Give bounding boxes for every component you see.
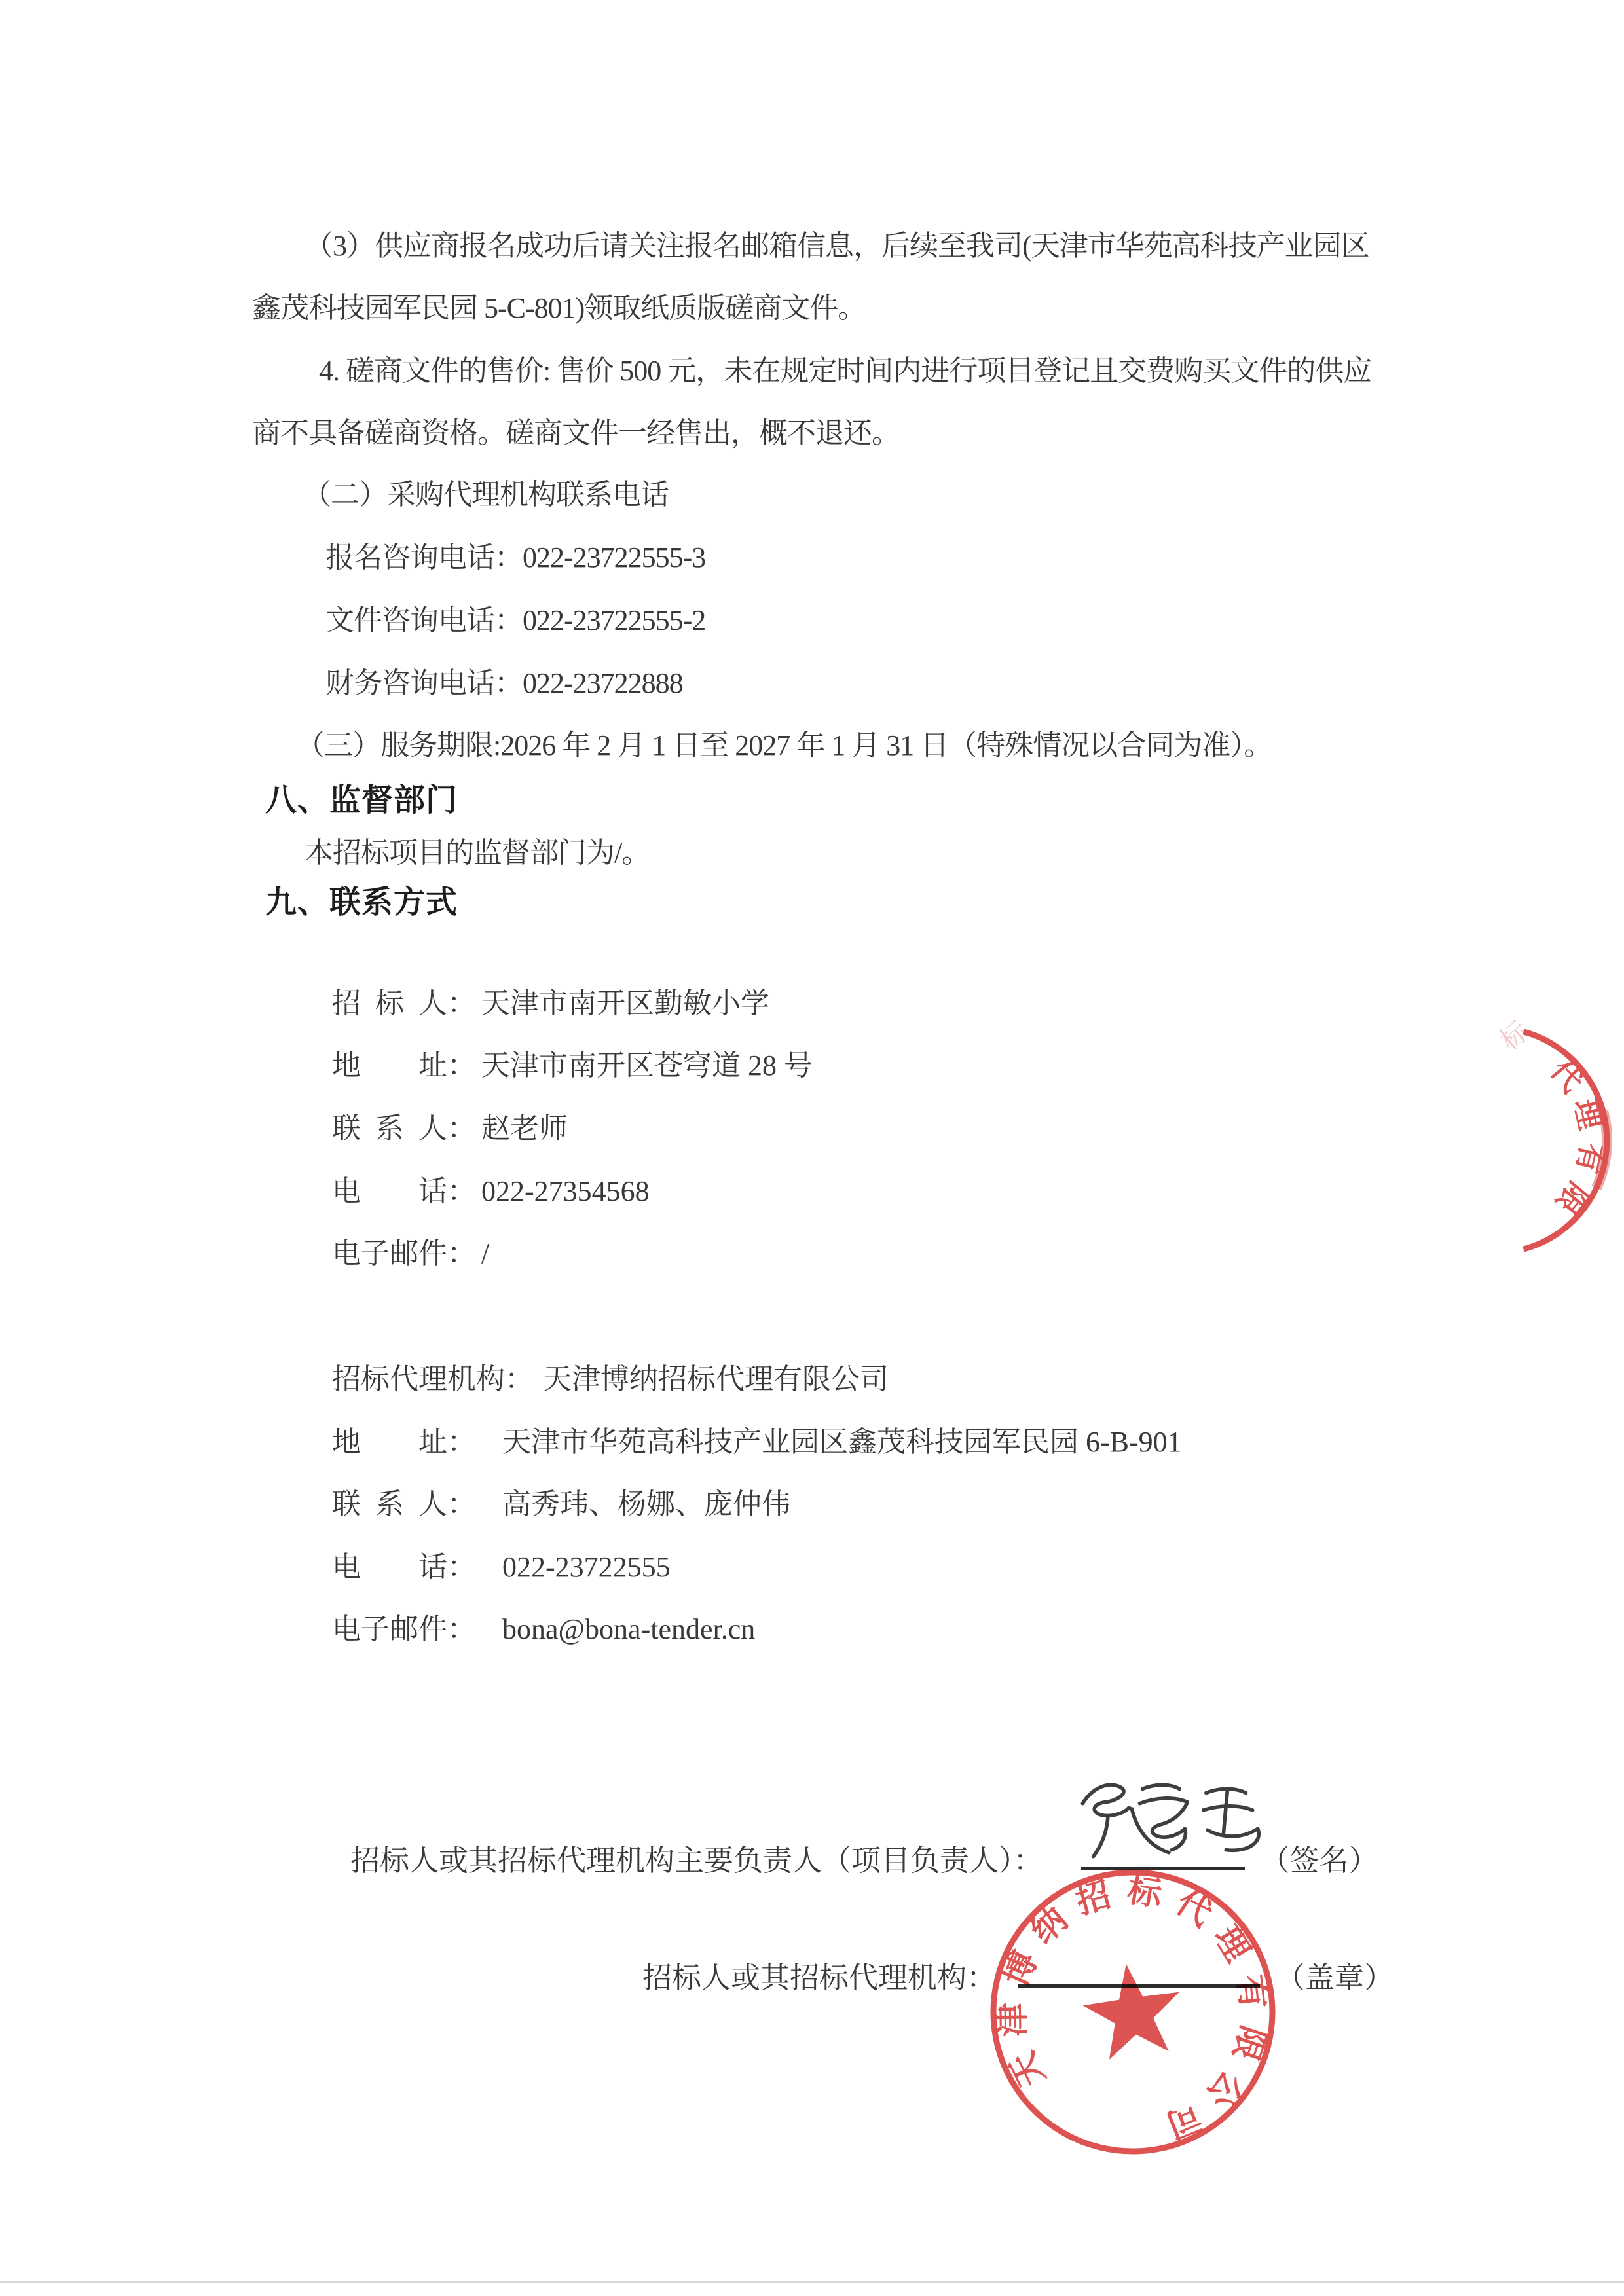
tenderer-email-line	[306, 1197, 489, 1311]
agency-email-line	[306, 1573, 755, 1686]
agency-phone-value: 022-23722555	[502, 1551, 671, 1583]
partial-seal-faint-char: 标	[1494, 1015, 1536, 1057]
section-body-supervision: 本招标项目的监督部门为/。	[304, 837, 650, 869]
paragraph-registration-line1: （3）供应商报名成功后请关注报名邮箱信息，后续至我司(天津市华苑高科技产业园区	[304, 230, 1369, 262]
agency-address-label: 地 址：	[332, 1426, 476, 1458]
handwritten-signature	[1065, 1769, 1270, 1868]
agency-email-value: bona@bona-tender.cn	[502, 1613, 756, 1645]
tenderer-email-label: 电子邮件：	[332, 1237, 476, 1269]
subsection-agency-phones-title: （二）采购代理机构联系电话	[303, 479, 669, 511]
seal-company-text: 天津博纳招标代理有限公司	[994, 1872, 1273, 2149]
tenderer-phone-value: 022-27354568	[481, 1175, 650, 1207]
tenderer-name-label: 招 标 人：	[332, 987, 476, 1019]
principal-signoff-label: 招标人或其招标代理机构主要负责人（项目负责人）：	[350, 1844, 1043, 1877]
paragraph-registration-line2: 鑫茂科技园军民园 5-C-801)领取纸质版磋商文件。	[252, 292, 866, 324]
subsection-service-period: （三）服务期限:2026 年 2 月 1 日至 2027 年 1 月 31 日（特殊情况以合同为准）。	[296, 729, 1272, 761]
agency-contact-label: 联 系 人：	[332, 1488, 476, 1520]
company-seal-stamp	[982, 1861, 1283, 2162]
section-title-supervision: 八、监督部门	[265, 783, 458, 818]
org-signoff-label: 招标人或其招标代理机构：	[642, 1961, 997, 1994]
tenderer-email-value: /	[481, 1237, 490, 1269]
paragraph-price-line2: 商不具备磋商资格。磋商文件一经售出，概不退还。	[252, 417, 900, 449]
tenderer-address-value: 天津市南开区苍穹道 28 号	[481, 1049, 813, 1082]
scan-artifact-line	[0, 2281, 1624, 2283]
tenderer-contact-label: 联 系 人：	[332, 1112, 476, 1144]
phone-registration: 报名咨询电话：022-23722555-3	[325, 541, 706, 574]
agency-email-label: 电子邮件：	[332, 1613, 476, 1645]
agency-address-value: 天津市华苑高科技产业园区鑫茂科技园军民园 6-B-901	[502, 1426, 1182, 1458]
partial-seal-text: 代理有限	[1543, 1053, 1610, 1228]
tenderer-phone-label: 电 话：	[332, 1175, 476, 1207]
principal-sign-suffix: （签名）	[1260, 1844, 1378, 1877]
phone-finance: 财务咨询电话：022-23722888	[325, 667, 683, 699]
agency-name-label: 招标代理机构：	[332, 1363, 534, 1395]
phone-documents: 文件咨询电话：022-23722555-2	[325, 604, 706, 636]
tenderer-address-label: 地 址：	[332, 1049, 476, 1082]
agency-phone-label: 电 话：	[332, 1551, 476, 1583]
agency-name-value: 天津博纳招标代理有限公司	[543, 1363, 889, 1395]
section-title-contact: 九、联系方式	[265, 885, 458, 920]
svg-text:代理有限	[1544, 1054, 1610, 1228]
agency-contact-value: 高秀玮、杨娜、庞仲伟	[502, 1488, 790, 1520]
tenderer-contact-value: 赵老师	[481, 1112, 568, 1144]
tenderer-name-value: 天津市南开区勤敏小学	[481, 987, 769, 1019]
seal-star-icon	[1078, 1957, 1187, 2062]
org-seal-suffix: （盖章）	[1276, 1961, 1394, 1994]
partial-seal-stamp	[1467, 995, 1624, 1290]
paragraph-price-line1: 4. 磋商文件的售价: 售价 500 元，未在规定时间内进行项目登记且交费购买文件的供应	[319, 355, 1372, 387]
